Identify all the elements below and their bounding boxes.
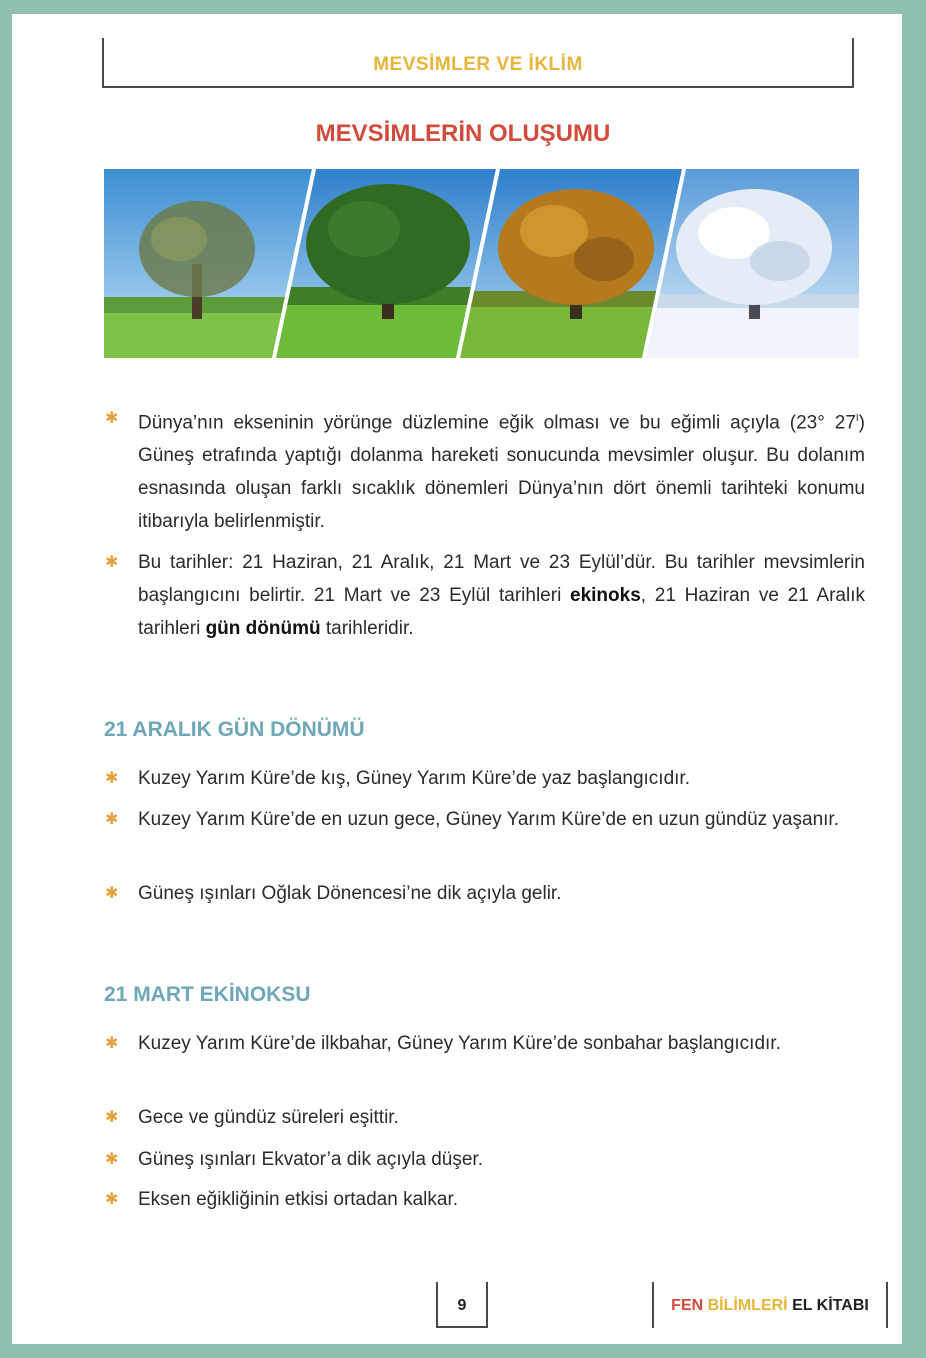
term-ekinoks: ekinoks [570,585,641,606]
bullet-star-icon: ✱ [105,1151,119,1168]
list-item: ✱ Güneş ışınları Oğlak Dönencesi’ne dik açıyla gelir. [105,877,865,910]
page-title: MEVSİMLERİN OLUŞUMU [315,120,611,147]
bullet-star-icon: ✱ [105,554,119,571]
bullet-star-icon: ✱ [105,1035,119,1052]
list-item: ✱ Gece ve gündüz süreleri eşittir. [105,1101,865,1134]
bullet-star-icon: ✱ [105,1191,119,1208]
page-number-box [436,1282,488,1328]
header-box [102,38,854,88]
seasons-banner [104,169,859,358]
chapter-title: MEVSİMLER VE İKLİM [373,54,583,75]
list-item: ✱ Bu tarihler: 21 Haziran, 21 Aralık, 21 Mart ve 23 Eylül’dür. Bu tarihler mevsimlerin başlangıcını belirtir. 21 Mart ve 23 Eylül tarihleri ekinoks, 21 Haziran ve 21 Aralık tarihleri gün dönümü tarihleridir. [105,546,865,645]
bullet-star-icon: ✱ [105,1109,119,1126]
list-item: ✱ Kuzey Yarım Küre’de kış, Güney Yarım Küre’de yaz başlangıcıdır. [105,762,865,795]
section-heading-aralik: 21 ARALIK GÜN DÖNÜMÜ [104,718,365,741]
section-heading-mart: 21 MART EKİNOKSU [104,983,311,1006]
page-number: 9 [457,1297,467,1314]
bullet-star-icon: ✱ [105,770,119,787]
book-title: FEN BİLİMLERİ EL KİTABI [671,1297,869,1314]
bullet-star-icon: ✱ [105,885,119,902]
list-item: ✱ Kuzey Yarım Küre’de en uzun gece, Güney Yarım Küre’de en uzun gündüz yaşanır. [105,803,865,836]
list-item: ✱ Güneş ışınları Ekvator’a dik açıyla düşer. [105,1143,865,1176]
bullet-star-icon: ✱ [105,410,119,427]
list-item: ✱ Dünya’nın ekseninin yörünge düzlemine eğik olması ve bu eğimli açıyla (23° $27^I$) Güneş etrafında yaptığı dolanma hareketi sonucunda mevsimler oluşur. Bu dolanım esnasında oluşan farklı sıcaklık dönemleri Dünya’nın dört önemli tarihteki konumu itibarıyla belirlenmiştir. [105,402,865,538]
bullet-star-icon: ✱ [105,811,119,828]
term-gun-donumu: gün dönümü [205,618,321,639]
list-item: ✱ Eksen eğikliğinin etkisi ortadan kalkar. [105,1183,865,1216]
list-item: ✱ Kuzey Yarım Küre’de ilkbahar, Güney Yarım Küre’de sonbahar başlangıcıdır. [105,1027,865,1060]
book-title-box [652,1282,888,1328]
